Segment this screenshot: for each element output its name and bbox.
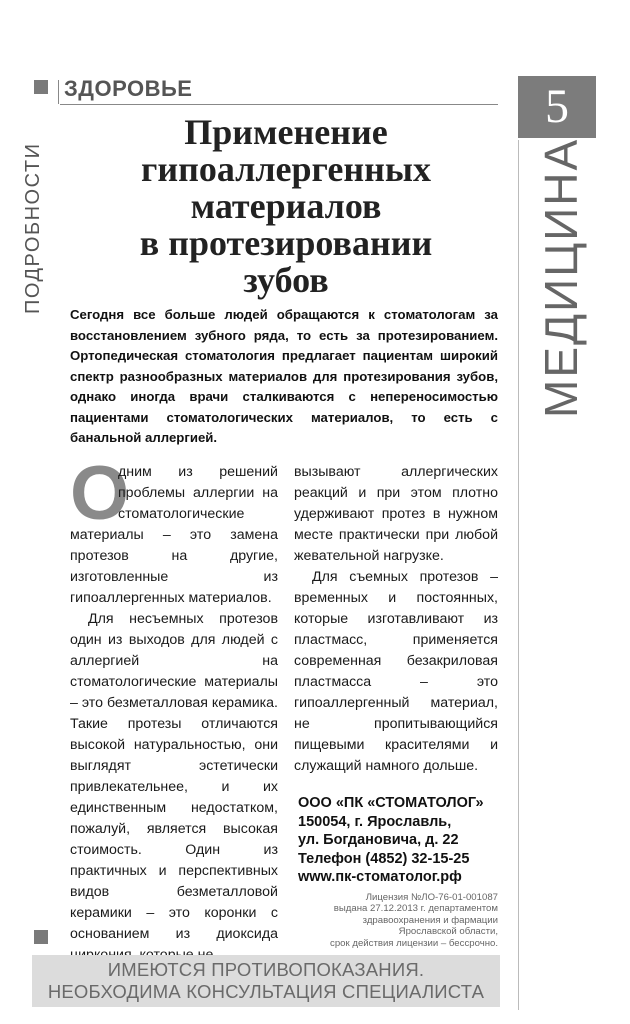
drop-cap: О (70, 451, 130, 536)
license-line: здравоохранения и фармации (362, 914, 498, 926)
category-label (532, 137, 592, 430)
paragraph: Для съемных протезов – временных и постоянных, которые изготавливают из пластмасс, применяется современная безакриловая пластмасса – это гипоаллергенный материал, не пропитывающийся пищевыми красителями и служащий намного дольше. (294, 569, 498, 774)
title-line: в протезировании (139, 223, 433, 263)
bottom-marker-square (34, 930, 48, 944)
title-line: зубов (243, 260, 329, 300)
title-line: гипоаллергенных (141, 149, 431, 189)
side-section-label-text: ПОДРОБНОСТИ (22, 142, 44, 314)
side-section-label (22, 118, 52, 328)
section-marker-square (34, 80, 48, 94)
address-line: ул. Богдановича, д. 22 (298, 832, 459, 848)
license-line: Лицензия №ЛО-76-01-001087 (365, 892, 498, 903)
category-label-text: МЕДИЦИНА (535, 137, 587, 418)
paragraph: вызывают аллергических реакций и при этом плотно удерживают протез в нужном месте практически при любой жевательной нагрузке. (294, 464, 498, 564)
paragraph: Для несъемных протезов один из выходов для людей с аллергией на стоматологические материалы – это безметалловая керамика. Такие протезы отличаются высокой натуральностью, они выглядят эстетически привлекательнее, и их единственным недостатком, пожалуй, является высокая стоимость. Один из практичных и перспективных видов безметалловой керамики – это коронки с основанием из диоксида (70, 611, 278, 942)
license-line: выдана 27.12.2013 г. департаментом (333, 903, 498, 915)
address-line: 150054, г. Ярославль, (298, 813, 452, 830)
banner-line: ИМЕЮТСЯ ПРОТИВОПОКАЗАНИЯ. (107, 959, 425, 980)
header-rule (60, 104, 498, 105)
article-title (62, 114, 510, 299)
page-number: 5 (518, 76, 596, 138)
license-line: срок действия лицензии – бессрочно. (330, 937, 498, 949)
title-line: материалов (190, 186, 382, 226)
website-link[interactable]: www.пк-стоматолог.рф (298, 869, 462, 885)
rubric-separator (58, 80, 59, 104)
right-column-rule (518, 140, 519, 1010)
license-line: Ярославской области, (398, 926, 498, 938)
body-column-2 (294, 462, 498, 777)
company-name: ООО «ПК «СТОМАТОЛОГ» (298, 795, 484, 811)
body-column-1 (70, 451, 278, 966)
phone-number: Телефон (4852) 32-15-25 (298, 850, 470, 867)
rubric-title: ЗДОРОВЬЕ (64, 76, 193, 101)
contact-block (298, 794, 508, 887)
paragraph-text: дним из решений проблемы аллергии на стоматологические материалы – это замена протезов на другие, изготовленные из гипоаллергенных материалов. (70, 464, 278, 606)
title-line: Применение (184, 112, 388, 152)
article-lead: Сегодня все больше людей обращаются к стоматологам за восстановлением зубного ряда, то есть за протезированием. Ортопедическая стоматология предлагает пациентам широкий спектр разнообразных материалов для протезирования зубов, однако иногда врачи сталкиваются с непереносимостью пациентами стоматологических материалов, то есть с банальной аллергией. (70, 307, 498, 445)
contraindications-banner (32, 955, 500, 1007)
banner-line: НЕОБХОДИМА КОНСУЛЬТАЦИЯ СПЕЦИАЛИСТА (47, 981, 485, 1002)
paragraph (70, 451, 278, 609)
license-note (296, 892, 498, 949)
